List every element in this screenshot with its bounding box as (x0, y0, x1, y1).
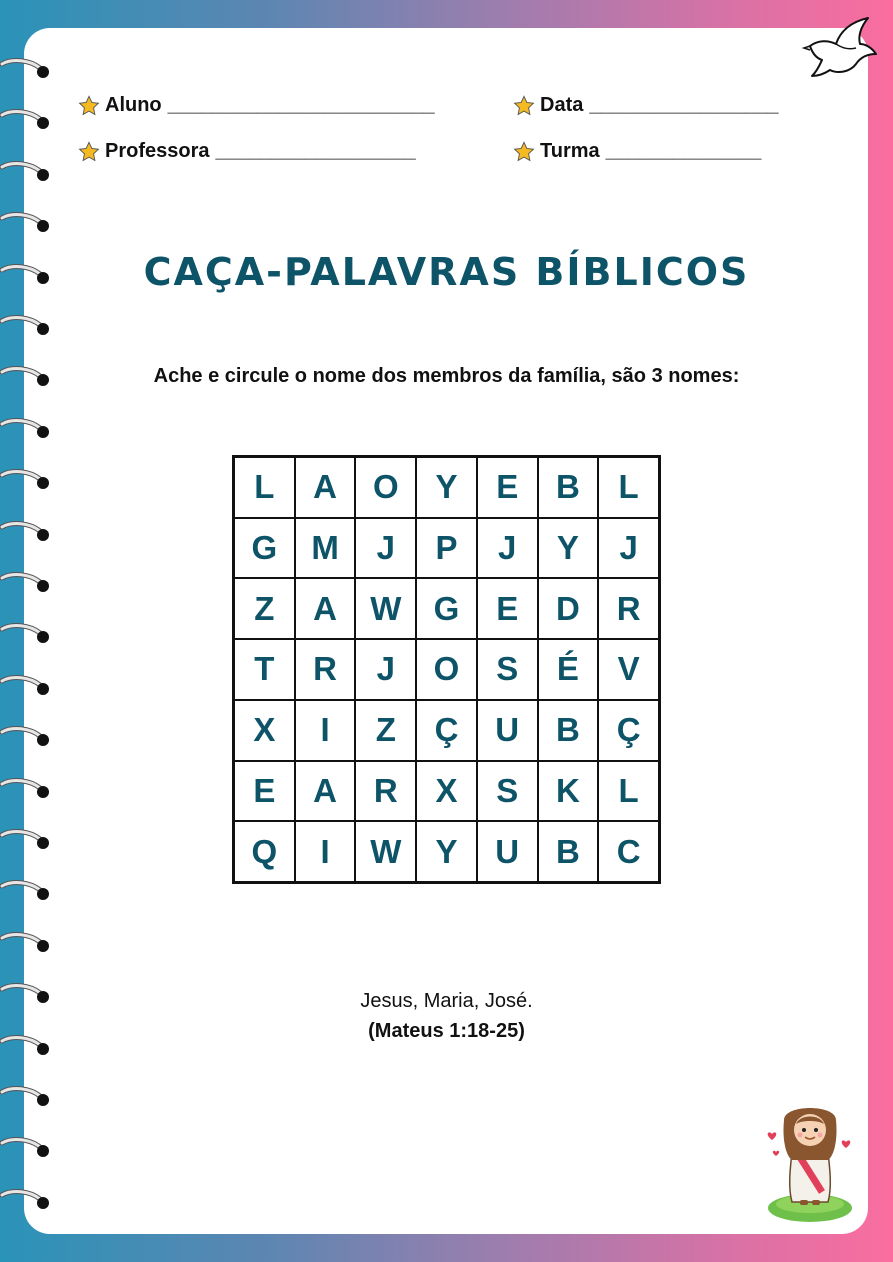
grid-cell[interactable]: V (598, 639, 659, 700)
turma-field[interactable] (513, 140, 761, 163)
grid-cell[interactable]: Ç (598, 700, 659, 761)
grid-cell[interactable]: B (538, 700, 599, 761)
grid-cell[interactable]: É (538, 639, 599, 700)
grid-cell[interactable]: Y (538, 518, 599, 579)
grid-cell[interactable]: R (355, 761, 416, 822)
aluno-label: Aluno (105, 94, 162, 116)
grid-cell[interactable]: T (234, 639, 295, 700)
grid-cell[interactable]: L (598, 761, 659, 822)
grid-cell[interactable]: G (234, 518, 295, 579)
grid-cell[interactable]: W (355, 578, 416, 639)
grid-cell[interactable]: A (295, 761, 356, 822)
grid-cell[interactable]: L (598, 457, 659, 518)
grid-cell[interactable]: R (295, 639, 356, 700)
grid-cell[interactable]: G (416, 578, 477, 639)
spiral-ring-icon (0, 1137, 56, 1161)
spiral-ring-icon (0, 109, 56, 133)
grid-cell[interactable]: R (598, 578, 659, 639)
spiral-ring-icon (0, 212, 56, 236)
grid-cell[interactable]: S (477, 639, 538, 700)
aluno-field[interactable] (78, 94, 435, 117)
star-icon (513, 95, 535, 117)
spiral-ring-icon (0, 161, 56, 185)
grid-cell[interactable]: W (355, 821, 416, 882)
spiral-ring-icon (0, 675, 56, 699)
professora-line[interactable]: __________________ (215, 140, 416, 162)
answer-list: Jesus, Maria, José. (360, 990, 533, 1012)
jesus-illustration (762, 1100, 858, 1226)
star-icon (78, 141, 100, 163)
grid-cell[interactable]: K (538, 761, 599, 822)
spiral-ring-icon (0, 1086, 56, 1110)
grid-cell[interactable]: A (295, 578, 356, 639)
spiral-ring-icon (0, 58, 56, 82)
spiral-ring-icon (0, 572, 56, 596)
grid-cell[interactable]: E (477, 457, 538, 518)
grid-cell[interactable]: A (295, 457, 356, 518)
grid-cell[interactable]: M (295, 518, 356, 579)
star-icon (78, 95, 100, 117)
star-icon (513, 141, 535, 163)
data-label: Data (540, 94, 584, 116)
grid-cell[interactable]: I (295, 821, 356, 882)
data-line[interactable]: _________________ (589, 94, 779, 116)
spiral-ring-icon (0, 623, 56, 647)
spiral-ring-icon (0, 932, 56, 956)
grid-cell[interactable]: O (416, 639, 477, 700)
grid-cell[interactable]: X (234, 700, 295, 761)
grid-cell[interactable]: J (355, 639, 416, 700)
grid-cell[interactable]: D (538, 578, 599, 639)
spiral-ring-icon (0, 1189, 56, 1213)
grid-cell[interactable]: J (355, 518, 416, 579)
grid-cell[interactable]: J (477, 518, 538, 579)
page-title: CAÇA-PALAVRAS BÍBLICOS (143, 250, 750, 294)
professora-field[interactable] (78, 140, 416, 163)
grid-cell[interactable]: X (416, 761, 477, 822)
grid-cell[interactable]: E (477, 578, 538, 639)
grid-cell[interactable]: Z (355, 700, 416, 761)
turma-label: Turma (540, 140, 600, 162)
turma-line[interactable]: ______________ (605, 140, 762, 162)
data-field[interactable] (513, 94, 778, 117)
grid-cell[interactable]: U (477, 700, 538, 761)
grid-cell[interactable]: J (598, 518, 659, 579)
grid-cell[interactable]: Q (234, 821, 295, 882)
bible-reference: (Mateus 1:18-25) (368, 1020, 525, 1042)
grid-cell[interactable]: L (234, 457, 295, 518)
spiral-ring-icon (0, 778, 56, 802)
dove-icon (800, 14, 880, 80)
grid-cell[interactable]: C (598, 821, 659, 882)
grid-cell[interactable]: E (234, 761, 295, 822)
aluno-line[interactable]: ________________________ (167, 94, 435, 116)
grid-cell[interactable]: Ç (416, 700, 477, 761)
spiral-ring-icon (0, 521, 56, 545)
word-search-grid (232, 455, 661, 884)
spiral-ring-icon (0, 726, 56, 750)
spiral-ring-icon (0, 469, 56, 493)
grid-cell[interactable]: U (477, 821, 538, 882)
spiral-ring-icon (0, 418, 56, 442)
grid-cell[interactable]: Y (416, 457, 477, 518)
spiral-ring-icon (0, 829, 56, 853)
grid-cell[interactable]: Z (234, 578, 295, 639)
spiral-ring-icon (0, 880, 56, 904)
professora-label: Professora (105, 140, 210, 162)
grid-cell[interactable]: I (295, 700, 356, 761)
spiral-ring-icon (0, 315, 56, 339)
grid-cell[interactable]: B (538, 821, 599, 882)
instruction-text: Ache e circule o nome dos membros da família, são 3 nomes: (153, 365, 740, 387)
grid-cell[interactable]: S (477, 761, 538, 822)
grid-cell[interactable]: B (538, 457, 599, 518)
grid-cell[interactable]: O (355, 457, 416, 518)
grid-cell[interactable]: Y (416, 821, 477, 882)
grid-cell[interactable]: P (416, 518, 477, 579)
